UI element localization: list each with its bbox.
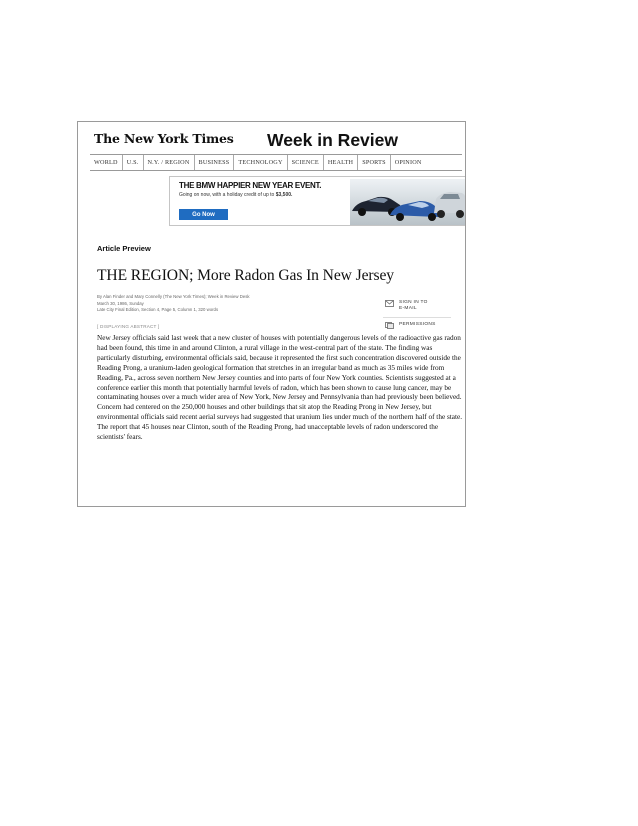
- nav-item-health[interactable]: HEALTH: [324, 155, 358, 170]
- article-tools: [379, 291, 454, 339]
- byline-edition: Late City Final Edition, Section 4, Page 5, Column 1, 320 words: [97, 307, 219, 313]
- ad-subtext-lead: Going on now, with a holiday credit of up to: [179, 192, 276, 198]
- bmw-cars-image: [350, 179, 466, 225]
- article-preview-label: Article Preview: [97, 244, 151, 253]
- bmw-ad-banner[interactable]: [169, 176, 466, 226]
- article-byline: [97, 294, 347, 314]
- sign-in-email-line2: E-MAIL: [399, 306, 417, 312]
- sign-in-email-line1: SIGN IN TO: [399, 300, 428, 305]
- section-nav: [90, 154, 462, 171]
- nav-item-world[interactable]: WORLD: [90, 155, 123, 170]
- article-abstract-text: New Jersey officials said last week that a new cluster of houses with potentially dangerous levels of the radioactive gas radon had been found, this time in and around Clinton, a rural village in the west-central part of the state. The finding was particularly disturbing, environmental officials said, because it represented the first such concentration discovered outside the Reading Prong, a uranium-laden geological formation that stretches in an irregular band as much as 35 miles wide from Reading, Pa., across seven northern New Jersey counties and into parts of four New York counties. Scientists suggested at a conference earlier this month that potentially harmful levels of radon, which has been shown to cause lung cancer, may be contaminating houses over a much wider area of New York, New Jersey and Pennsylvania than had previously been believed. Concern had centered on the 250,000 houses and other buildings that sit atop the Reading Prong in New Jersey, but environmental officials said recent aerial surveys had suggested that uranium lies under much of the northern half of the state. The report that 45 houses near Clinton, south of the Reading Prong, had unacceptable levels of radon underscored the scientists' fears.: [97, 334, 463, 442]
- section-title[interactable]: Week in Review: [267, 130, 398, 150]
- go-now-button[interactable]: Go Now: [179, 209, 228, 220]
- permissions-icon: [385, 322, 394, 329]
- nyt-logo[interactable]: The New York Times: [94, 131, 234, 146]
- ad-subtext: [179, 192, 292, 198]
- nav-item-ny-region[interactable]: N.Y. / REGION: [144, 155, 195, 170]
- nav-item-business[interactable]: BUSINESS: [195, 155, 235, 170]
- nav-item-opinion[interactable]: OPINION: [394, 159, 422, 166]
- article-preview-clipping: [77, 121, 466, 507]
- sign-in-email-label: [399, 300, 428, 313]
- nav-item-sports[interactable]: SPORTS: [358, 155, 391, 170]
- masthead: [78, 122, 465, 154]
- nav-item-technology[interactable]: TECHNOLOGY: [234, 155, 287, 170]
- envelope-icon: [385, 300, 394, 307]
- abstract-label: [ DISPLAYING ABSTRACT ]: [97, 324, 160, 329]
- permissions-tool[interactable]: [385, 322, 436, 329]
- sign-in-email-tool[interactable]: [385, 300, 428, 313]
- ad-headline: THE BMW HAPPIER NEW YEAR EVENT.: [179, 181, 322, 190]
- nav-item-science[interactable]: SCIENCE: [288, 155, 324, 170]
- tools-divider: [383, 317, 451, 318]
- ad-subtext-amount: $3,500.: [275, 192, 293, 198]
- article-headline: THE REGION; More Radon Gas In New Jersey: [97, 267, 394, 284]
- permissions-label: PERMISSIONS: [399, 322, 436, 327]
- byline-authors: By Alan Finder and Mary Connelly (The New York Times); Week in Review Desk: [97, 294, 250, 299]
- byline-date: March 30, 1986, Sunday: [97, 300, 144, 306]
- nav-item-us[interactable]: U.S.: [123, 155, 144, 170]
